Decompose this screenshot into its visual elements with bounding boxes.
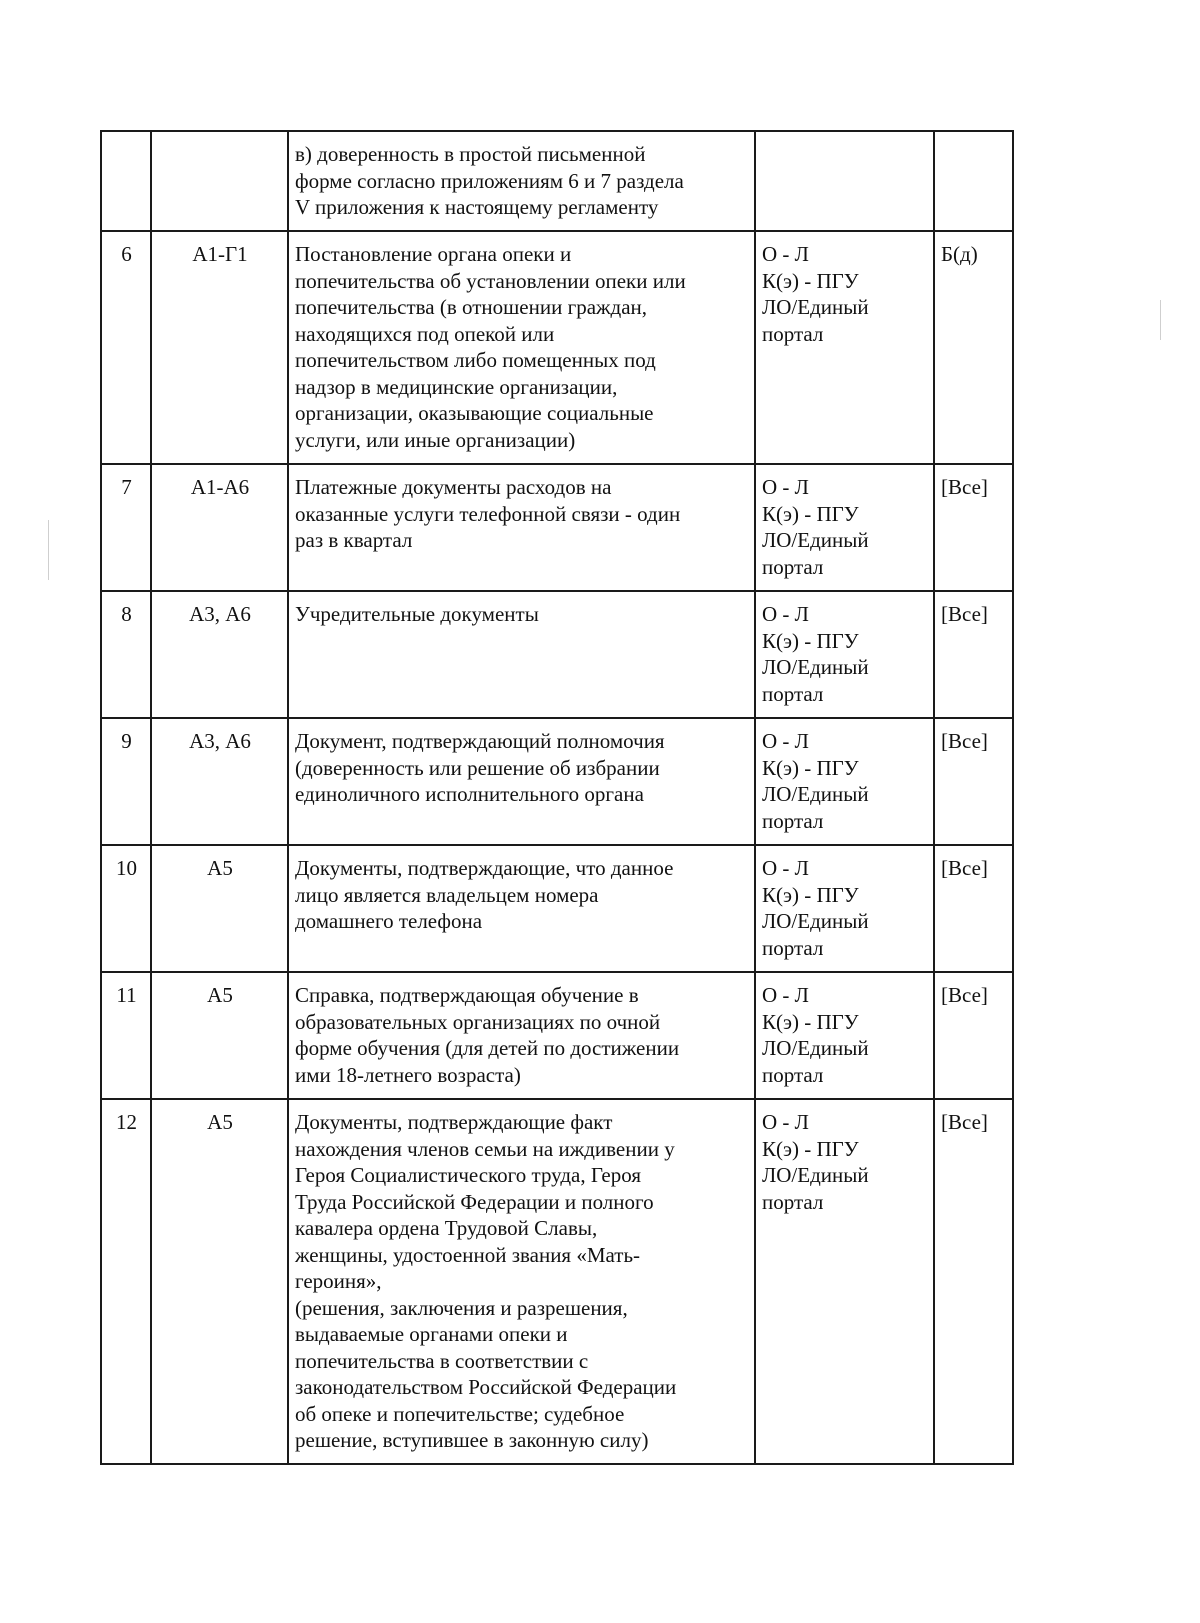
applicant-code: А3, А6 xyxy=(151,718,288,845)
description-line: форме согласно приложениям 6 и 7 раздела xyxy=(295,168,684,193)
description-line: нахождения членов семьи на иждивении у xyxy=(295,1136,675,1161)
method-line: К(э) - ПГУ xyxy=(762,628,859,653)
description-line: V приложения к настоящему регламенту xyxy=(295,195,659,219)
method-line: ЛО/Единый xyxy=(762,1036,869,1060)
row-number: 8 xyxy=(101,591,151,718)
category: [Все] xyxy=(934,718,1013,845)
category: [Все] xyxy=(934,591,1013,718)
method-line: портал xyxy=(762,321,824,346)
description-line: (решения, заключения и разрешения, xyxy=(295,1295,628,1320)
description-line: попечительства (в отношении граждан, xyxy=(295,295,648,319)
row-number: 6 xyxy=(101,231,151,464)
description-line: форме обучения (для детей по достижении xyxy=(295,1036,680,1060)
description-line: оказанные услуги телефонной связи - один xyxy=(295,501,681,526)
description-line: попечительства об установлении опеки или xyxy=(295,268,686,293)
description-line: Документ, подтверждающий полномочия xyxy=(295,729,665,753)
scan-speck xyxy=(1160,300,1161,340)
method-line: портал xyxy=(762,681,824,706)
method-line: К(э) - ПГУ xyxy=(762,1009,859,1034)
method-line: портал xyxy=(762,1062,824,1087)
applicant-code: А3, А6 xyxy=(151,591,288,718)
description-line: Труда Российской Федерации и полного xyxy=(295,1189,654,1214)
method-line: О - Л xyxy=(762,856,809,880)
applicant-code: А5 xyxy=(151,972,288,1099)
table-row xyxy=(101,718,1013,845)
submission-method xyxy=(755,1099,934,1464)
description-line: Документы, подтверждающие, что данное xyxy=(295,856,674,880)
method-line: портал xyxy=(762,1189,824,1214)
description-line: Платежные документы расходов на xyxy=(295,475,612,499)
method-line: портал xyxy=(762,808,824,833)
document-description xyxy=(288,1099,755,1464)
row-number: 7 xyxy=(101,464,151,591)
document-description xyxy=(288,131,755,231)
category: [Все] xyxy=(934,972,1013,1099)
submission-method xyxy=(755,591,934,718)
method-line: К(э) - ПГУ xyxy=(762,755,859,780)
method-line: портал xyxy=(762,554,824,579)
submission-method xyxy=(755,231,934,464)
category: [Все] xyxy=(934,845,1013,972)
document-description xyxy=(288,591,755,718)
table-row xyxy=(101,231,1013,464)
description-line: попечительством либо помещенных под xyxy=(295,348,656,372)
method-line: О - Л xyxy=(762,729,809,753)
method-line: ЛО/Единый xyxy=(762,782,869,806)
description-line: решение, вступившее в законную силу) xyxy=(295,1428,649,1452)
method-line: К(э) - ПГУ xyxy=(762,501,859,526)
applicant-code: А5 xyxy=(151,1099,288,1464)
description-line: законодательством Российской Федерации xyxy=(295,1375,677,1399)
table-row xyxy=(101,591,1013,718)
row-number xyxy=(101,131,151,231)
description-line: образовательных организациях по очной xyxy=(295,1009,661,1034)
applicant-code: А1-А6 xyxy=(151,464,288,591)
description-line: Справка, подтверждающая обучение в xyxy=(295,983,639,1007)
method-line: К(э) - ПГУ xyxy=(762,1136,859,1161)
submission-method xyxy=(755,845,934,972)
description-line: лицо является владельцем номера xyxy=(295,882,599,907)
category: Б(д) xyxy=(934,231,1013,464)
description-line: Учредительные документы xyxy=(295,602,539,626)
submission-method xyxy=(755,131,934,231)
description-line: Героя Социалистического труда, Героя xyxy=(295,1163,641,1187)
row-number: 11 xyxy=(101,972,151,1099)
method-line: ЛО/Единый xyxy=(762,295,869,319)
description-line: выдаваемые органами опеки и xyxy=(295,1322,568,1346)
description-line: героиня», xyxy=(295,1269,382,1293)
method-line: ЛО/Единый xyxy=(762,655,869,679)
documents-table-body xyxy=(101,131,1013,1464)
documents-table xyxy=(100,130,1014,1465)
applicant-code: А1-Г1 xyxy=(151,231,288,464)
method-line: ЛО/Единый xyxy=(762,528,869,552)
description-line: (доверенность или решение об избрании xyxy=(295,755,660,780)
description-line: домашнего телефона xyxy=(295,909,483,933)
method-line: О - Л xyxy=(762,1110,809,1134)
row-number: 12 xyxy=(101,1099,151,1464)
row-number: 9 xyxy=(101,718,151,845)
submission-method xyxy=(755,718,934,845)
applicant-code xyxy=(151,131,288,231)
method-line: О - Л xyxy=(762,242,809,266)
row-number: 10 xyxy=(101,845,151,972)
document-description xyxy=(288,464,755,591)
table-row xyxy=(101,972,1013,1099)
description-line: услуги, или иные организации) xyxy=(295,427,576,452)
description-line: женщины, удостоенной звания «Мать- xyxy=(295,1242,641,1267)
description-line: надзор в медицинские организации, xyxy=(295,374,618,399)
description-line: об опеке и попечительстве; судебное xyxy=(295,1401,625,1426)
method-line: К(э) - ПГУ xyxy=(762,268,859,293)
method-line: портал xyxy=(762,935,824,960)
description-line: Постановление органа опеки и xyxy=(295,242,572,266)
submission-method xyxy=(755,972,934,1099)
category: [Все] xyxy=(934,1099,1013,1464)
description-line: единоличного исполнительного органа xyxy=(295,782,644,806)
method-line: О - Л xyxy=(762,602,809,626)
method-line: О - Л xyxy=(762,983,809,1007)
table-row xyxy=(101,131,1013,231)
description-line: ими 18-летнего возраста) xyxy=(295,1062,521,1087)
submission-method xyxy=(755,464,934,591)
scan-speck xyxy=(48,520,49,580)
method-line: ЛО/Единый xyxy=(762,909,869,933)
category: [Все] xyxy=(934,464,1013,591)
description-line: раз в квартал xyxy=(295,528,413,552)
document-description xyxy=(288,972,755,1099)
description-line: Документы, подтверждающие факт xyxy=(295,1110,613,1134)
method-line: К(э) - ПГУ xyxy=(762,882,859,907)
table-row xyxy=(101,1099,1013,1464)
description-line: попечительства в соответствии с xyxy=(295,1348,589,1373)
method-line: О - Л xyxy=(762,475,809,499)
description-line: организации, оказывающие социальные xyxy=(295,401,654,425)
applicant-code: А5 xyxy=(151,845,288,972)
document-description xyxy=(288,231,755,464)
method-line: ЛО/Единый xyxy=(762,1163,869,1187)
description-line: кавалера ордена Трудовой Славы, xyxy=(295,1216,598,1240)
table-row xyxy=(101,845,1013,972)
document-description xyxy=(288,845,755,972)
category xyxy=(934,131,1013,231)
table-row xyxy=(101,464,1013,591)
description-line: в) доверенность в простой письменной xyxy=(295,142,646,166)
description-line: находящихся под опекой или xyxy=(295,321,555,346)
document-description xyxy=(288,718,755,845)
